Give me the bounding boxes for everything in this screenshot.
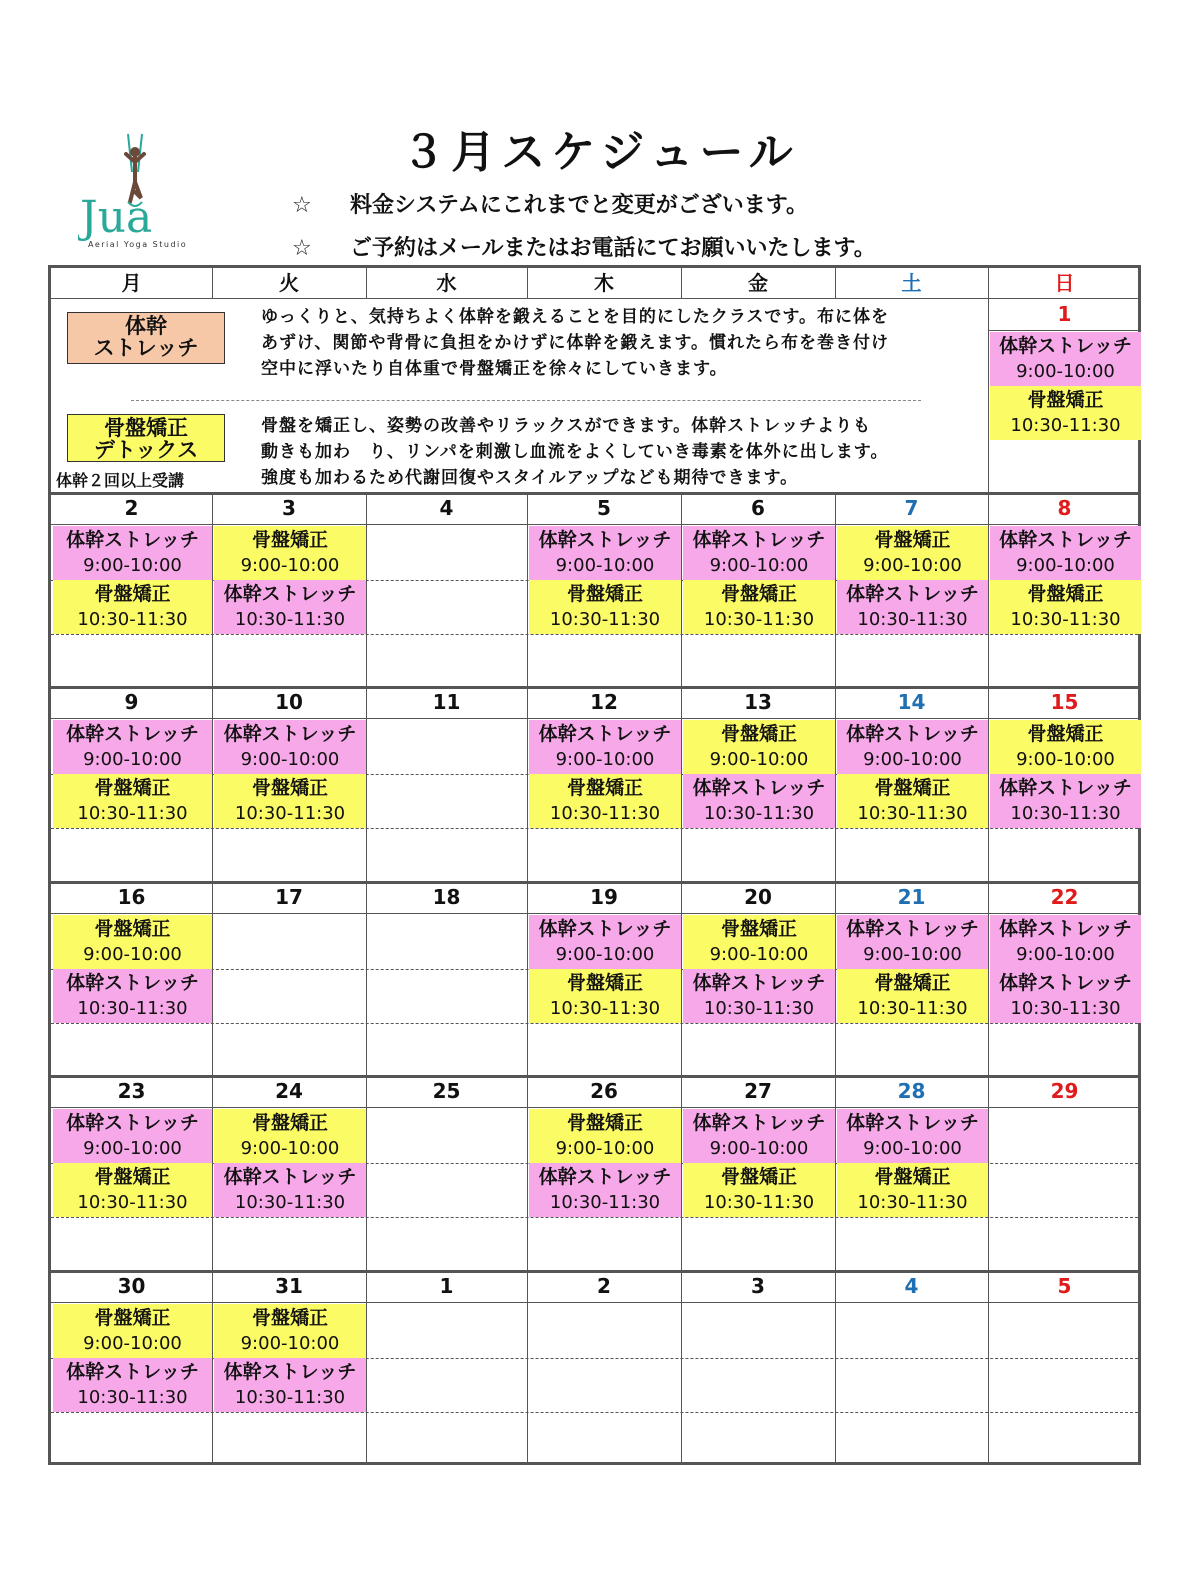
date-number: 1 [1057,302,1072,326]
class-name: 体幹ストレッチ [538,529,672,551]
aerial-yoga-logo-icon [78,132,206,250]
date-number: 23 [117,1079,146,1104]
class-time: 9:00-10:00 [240,749,340,771]
date-number: 11 [432,690,461,715]
column-divider [681,268,682,298]
class-time: 10:30-11:30 [703,997,815,1019]
class-time: 9:00-10:00 [555,749,655,771]
class-name: 骨盤矯正 [566,777,643,800]
class-name: 骨盤矯正 [1027,389,1104,411]
class-name: 体幹ストレッチ [223,1360,357,1383]
class-name: 骨盤矯正 [94,1306,171,1329]
class-time: 10:30-11:30 [234,1192,346,1214]
class-time: 9:00-10:00 [1016,361,1115,382]
column-divider [835,268,836,298]
class-name: 体幹ストレッチ [999,777,1132,800]
class-name: 体幹ストレッチ [223,723,357,746]
class-slot-kotsuban[interactable] [214,1109,366,1163]
class-slot-taikan[interactable] [990,526,1141,580]
class-time: 9:00-10:00 [83,749,182,771]
weekday-header: 木 [594,271,614,295]
class-name: 体幹ストレッチ [999,335,1132,357]
class-name: 骨盤矯正 [251,777,328,800]
class-time: 9:00-10:00 [709,1138,809,1160]
class-name: 体幹ストレッチ [66,971,199,994]
class-slot-taikan[interactable] [990,332,1141,386]
date-number: 25 [432,1079,461,1104]
class-slot-taikan[interactable] [214,580,366,634]
column-divider [212,268,213,298]
class-slot-kotsuban[interactable] [837,969,988,1023]
row-divider [51,913,1138,914]
date-number: 2 [124,496,139,520]
class-name: 骨盤矯正 [566,1112,643,1135]
class-name: 体幹ストレッチ [66,723,199,746]
schedule-calendar [48,265,1141,1465]
weekday-header: 火 [279,271,299,295]
class-time: 10:30-11:30 [77,1386,188,1408]
class-slot-taikan[interactable] [53,1109,212,1163]
date-number: 16 [117,884,146,909]
class-name: 骨盤矯正 [94,583,171,605]
class-time: 9:00-10:00 [709,943,809,965]
class-slot-kotsuban[interactable] [214,774,366,828]
class-slot-kotsuban[interactable] [837,526,988,580]
class-time: 10:30-11:30 [703,609,815,630]
class-slot-taikan[interactable] [837,580,988,634]
class-name: 体幹ストレッチ [538,723,672,746]
slot-divider [51,1023,1138,1024]
class-slot-taikan[interactable] [990,774,1141,828]
class-name: 体幹ストレッチ [999,971,1132,994]
class-time: 10:30-11:30 [1010,997,1121,1019]
class-name: 骨盤矯正 [720,917,797,940]
date-number: 21 [897,884,926,909]
class-name: 体幹ストレッチ [66,1112,199,1135]
class-time: 10:30-11:30 [703,803,815,825]
class-time: 9:00-10:00 [863,555,962,576]
class-slot-kotsuban[interactable] [990,386,1141,440]
class-time: 10:30-11:30 [1010,415,1121,436]
class-time: 10:30-11:30 [234,609,346,630]
date-number: 30 [117,1273,146,1298]
class-time: 10:30-11:30 [1010,609,1121,630]
date-number: 2 [597,1273,611,1298]
class-time: 10:30-11:30 [549,997,661,1019]
class-time: 9:00-10:00 [863,943,962,965]
page-title: ３月スケジュール [401,127,799,178]
class-slot-kotsuban[interactable] [529,580,681,634]
slot-divider [51,634,1138,635]
date-number: 29 [1050,1079,1079,1104]
class-slot-taikan[interactable] [529,915,681,969]
class-time: 9:00-10:00 [863,1138,962,1160]
class-name: 体幹ストレッチ [66,529,199,551]
class-name: 体幹ストレッチ [999,529,1132,551]
class-name: 体幹ストレッチ [692,1112,826,1135]
date-number: 13 [744,690,772,715]
class-slot-kotsuban[interactable] [214,526,366,580]
row-divider [51,1107,1138,1108]
row-divider [51,1302,1138,1303]
class-time: 9:00-10:00 [83,943,182,965]
date-number: 3 [751,1273,765,1298]
class-name: 骨盤矯正 [720,583,797,605]
row-divider [51,718,1138,719]
class-slot-kotsuban[interactable] [990,580,1141,634]
class-time: 9:00-10:00 [240,555,340,576]
star-icon: ☆ [292,193,312,218]
class-slot-kotsuban[interactable] [990,720,1141,774]
date-number: 10 [275,690,303,715]
date-number: 3 [282,496,296,520]
class-name: 骨盤矯正 [874,1166,951,1189]
class-name: 骨盤矯正 [874,777,951,800]
class-slot-taikan[interactable] [214,1358,366,1412]
class-time: 9:00-10:00 [555,555,655,576]
date-number: 31 [275,1273,303,1298]
slot-divider [51,828,1138,829]
class-slot-kotsuban[interactable] [53,580,212,634]
date-number: 24 [275,1079,303,1104]
class-slot-taikan[interactable] [53,720,212,774]
class-time: 10:30-11:30 [857,997,968,1019]
date-number: 27 [744,1079,772,1104]
class-slot-taikan[interactable] [837,720,988,774]
class-time: 10:30-11:30 [77,803,188,825]
date-number: 22 [1050,884,1079,909]
class-name: 骨盤矯正 [94,917,171,940]
class-slot-kotsuban[interactable] [53,1163,212,1217]
class-name: 骨盤矯正 [874,529,951,551]
class-name: 体幹ストレッチ [538,1166,672,1189]
class-name: 骨盤矯正 [94,777,171,800]
date-number: 15 [1050,690,1079,715]
class-time: 10:30-11:30 [77,1192,188,1214]
class-slot-taikan[interactable] [53,969,212,1023]
class-time: 10:30-11:30 [234,1386,346,1408]
row-divider [988,330,1138,331]
class-time: 10:30-11:30 [234,803,346,825]
class-name: 体幹ストレッチ [692,529,826,551]
class-time: 9:00-10:00 [555,1138,655,1160]
class-name: 骨盤矯正 [566,971,643,994]
weekday-header: 水 [436,271,457,295]
legend-kotsuban-note: 体幹２回以上受講 [56,471,185,490]
class-slot-kotsuban[interactable] [683,580,835,634]
notice-pricing: ☆ 料金システムにこれまでと変更がございます。 [292,193,809,218]
class-name: 骨盤矯正 [720,1166,797,1189]
legend-taikan-label: 体幹 ストレッチ [67,312,225,364]
date-number: 17 [275,884,303,909]
class-time: 10:30-11:30 [77,997,188,1019]
class-name: 体幹ストレッチ [538,917,672,940]
row-divider [51,298,1138,299]
class-time: 9:00-10:00 [1016,749,1115,771]
class-time: 9:00-10:00 [863,749,962,771]
class-time: 10:30-11:30 [1010,803,1121,825]
legend-taikan-description: ゆっくりと、気持ちよく体幹を鍛えることを目的にしたクラスです。布に体を あずけ、関節や背骨に負担をかけずに体幹を鍛えます。慣れたら布を巻き付け 空中に浮いたり自体重で骨盤矯正を徐々にしていきます。 [261,307,889,379]
class-time: 10:30-11:30 [549,609,661,630]
class-slot-kotsuban[interactable] [529,774,681,828]
date-number: 28 [897,1079,926,1104]
legend-kotsuban-description: 骨盤を矯正し、姿勢の改善やリラックスができます。体幹ストレッチよりも 動きも加わ り、リンパを刺激し血流をよくしていき毒素を体外に出します。 強度も加わるため代謝回復やスタイルアップなども期待できます。 [261,416,889,488]
logo-tagline: Aerial Yoga Studio [88,240,188,249]
column-divider [527,268,528,298]
class-slot-taikan[interactable] [990,969,1141,1023]
date-number: 4 [904,1273,919,1298]
class-time: 9:00-10:00 [83,1332,182,1354]
class-slot-taikan[interactable] [837,915,988,969]
class-slot-taikan[interactable] [214,720,366,774]
class-name: 骨盤矯正 [1027,583,1104,605]
class-name: 体幹ストレッチ [846,917,979,940]
column-divider [366,268,367,298]
class-time: 9:00-10:00 [709,749,809,771]
legend-kotsuban-label: 骨盤矯正 デトックス [67,414,225,462]
slot-divider [51,1217,1138,1218]
class-name: 骨盤矯正 [874,971,951,994]
class-slot-kotsuban[interactable] [53,774,212,828]
class-name: 骨盤矯正 [251,1306,328,1329]
class-slot-taikan[interactable] [529,720,681,774]
class-slot-kotsuban[interactable] [683,915,835,969]
legend-separator [131,400,921,401]
class-slot-kotsuban[interactable] [53,1304,212,1358]
weekday-header: 日 [1054,271,1075,295]
class-time: 10:30-11:30 [549,1192,661,1214]
class-slot-taikan[interactable] [683,774,835,828]
class-name: 体幹ストレッチ [66,1360,199,1383]
class-time: 10:30-11:30 [857,803,968,825]
class-time: 9:00-10:00 [555,943,655,965]
class-name: 骨盤矯正 [94,1166,171,1189]
class-slot-taikan[interactable] [214,1163,366,1217]
class-slot-kotsuban[interactable] [529,1109,681,1163]
date-number: 9 [124,690,139,715]
class-name: 体幹ストレッチ [692,971,826,994]
date-number: 7 [904,496,919,520]
weekday-header: 金 [748,271,768,295]
class-name: 体幹ストレッチ [223,583,357,605]
class-name: 骨盤矯正 [251,529,328,551]
class-slot-kotsuban[interactable] [683,720,835,774]
class-name: 体幹ストレッチ [846,723,979,746]
weekday-header: 土 [901,271,922,295]
star-icon: ☆ [292,236,312,261]
class-slot-taikan[interactable] [683,969,835,1023]
date-number: 6 [751,496,765,520]
date-number: 8 [1057,496,1072,520]
class-name: 体幹ストレッチ [846,583,979,605]
date-number: 4 [439,496,454,520]
class-name: 骨盤矯正 [720,723,797,746]
class-slot-taikan[interactable] [529,526,681,580]
class-time: 9:00-10:00 [83,1138,182,1160]
column-divider [988,268,989,298]
weekday-header: 月 [121,271,142,295]
class-name: 体幹ストレッチ [223,1166,357,1189]
class-name: 骨盤矯正 [566,583,643,605]
row-divider [51,524,1138,525]
class-slot-kotsuban[interactable] [837,1163,988,1217]
logo-brand-text: Jua [80,192,153,243]
date-number: 19 [590,884,618,909]
class-time: 10:30-11:30 [857,1192,968,1214]
date-number: 14 [897,690,926,715]
class-slot-kotsuban[interactable] [683,1163,835,1217]
date-number: 5 [1057,1273,1072,1298]
class-time: 10:30-11:30 [77,609,188,630]
date-number: 12 [590,690,618,715]
class-time: 10:30-11:30 [857,609,968,630]
class-name: 骨盤矯正 [251,1112,328,1135]
slot-divider [51,1412,1138,1413]
class-time: 9:00-10:00 [1016,555,1115,576]
class-name: 体幹ストレッチ [999,917,1132,940]
class-slot-kotsuban[interactable] [529,969,681,1023]
class-slot-taikan[interactable] [53,1358,212,1412]
class-name: 体幹ストレッチ [846,1112,979,1135]
class-slot-taikan[interactable] [683,1109,835,1163]
class-slot-taikan[interactable] [53,526,212,580]
class-time: 9:00-10:00 [709,555,809,576]
date-number: 5 [597,496,611,520]
class-name: 体幹ストレッチ [692,777,826,800]
class-slot-kotsuban[interactable] [53,915,212,969]
class-slot-taikan[interactable] [990,915,1141,969]
date-number: 20 [744,884,772,909]
class-time: 10:30-11:30 [703,1192,815,1214]
class-time: 9:00-10:00 [83,555,182,576]
class-time: 9:00-10:00 [240,1138,340,1160]
class-name: 骨盤矯正 [1027,723,1104,746]
date-number: 1 [439,1273,454,1298]
class-slot-kotsuban[interactable] [837,774,988,828]
class-time: 9:00-10:00 [1016,943,1115,965]
class-slot-taikan[interactable] [683,526,835,580]
studio-logo [78,132,206,250]
class-slot-kotsuban[interactable] [214,1304,366,1358]
class-time: 9:00-10:00 [240,1332,340,1354]
class-time: 10:30-11:30 [549,803,661,825]
notice-reservation: ☆ ご予約はメールまたはお電話にてお願いいたします。 [292,236,876,261]
date-number: 26 [590,1079,618,1104]
class-slot-taikan[interactable] [837,1109,988,1163]
date-number: 18 [432,884,461,909]
class-slot-taikan[interactable] [529,1163,681,1217]
